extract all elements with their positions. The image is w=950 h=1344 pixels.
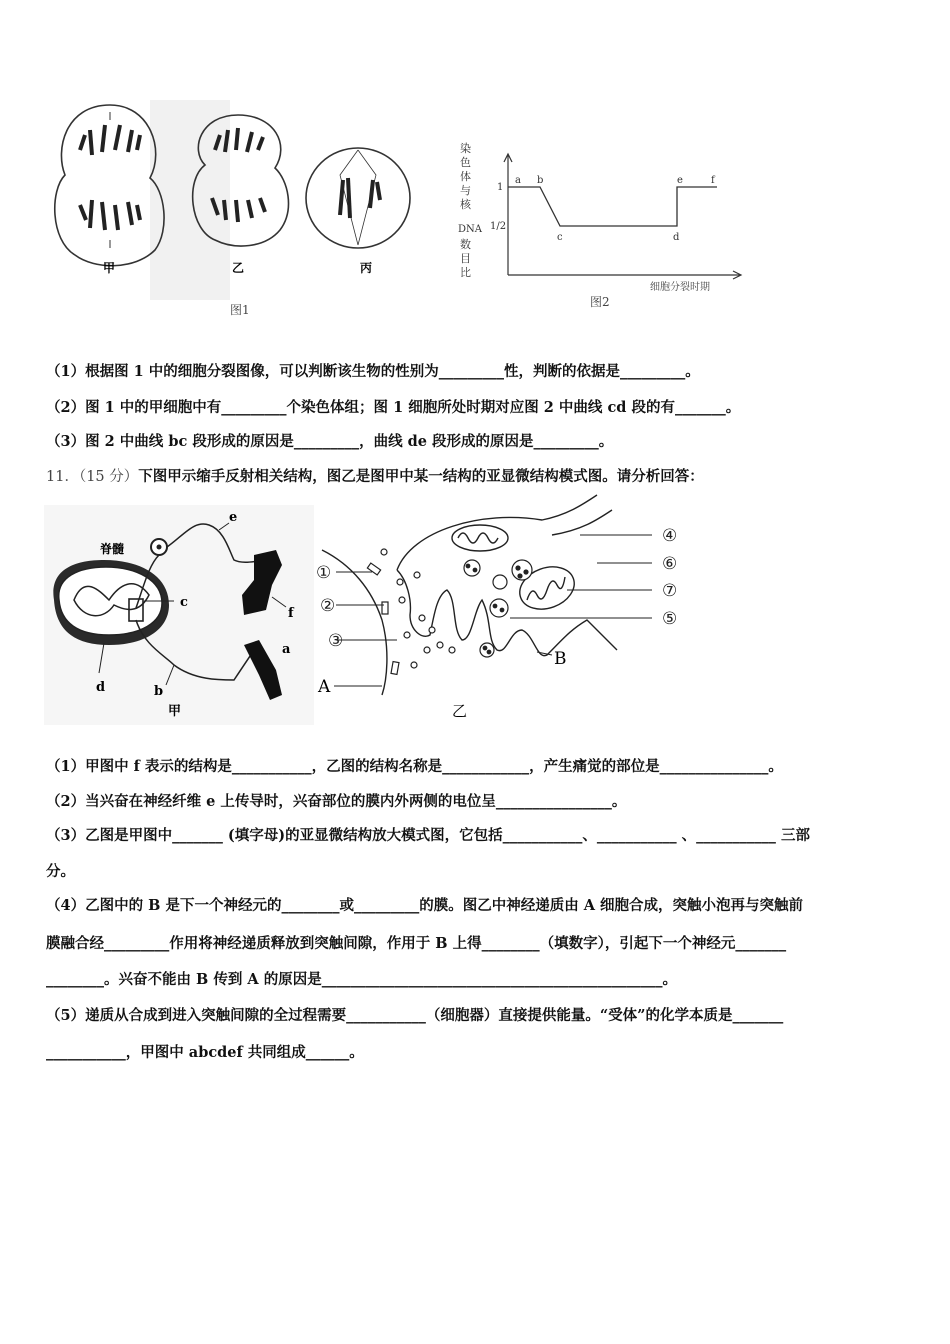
cell-jia [55,105,164,266]
q11-stem-text: 下图甲示缩手反射相关结构，图乙是图甲中某一结构的亚显微结构模式图。请分析回答： [138,468,704,485]
svg-text:a: a [282,642,291,657]
svg-text:比: 比 [460,266,471,279]
q11-part3: （3）乙图是甲图中_______ (填字母)的亚显微结构放大模式图，它包括___________、___________ 、___________ 三部 [46,827,810,844]
figure1-caption: 图1 [230,303,250,317]
q11-part4-cont2: ________。兴奋不能由 B 传到 A 的原因是_______________________________________________。 [46,971,677,988]
q10-part1: （1）根据图 1 中的细胞分裂图像，可以判断该生物的性别为_________性，判断的依据是_________。 [46,363,700,380]
svg-text:c: c [180,595,188,610]
cell-bing [306,148,410,248]
synaptic-vesicles [381,549,455,668]
figure-yi-caption: 乙 [452,702,468,720]
svg-text:⑤: ⑤ [662,609,678,629]
svg-text:DNA: DNA [458,224,482,235]
svg-text:体: 体 [460,170,471,183]
q11-part4-cont1: 膜融合经_________作用将神经递质释放到突触间隙，作用于 B 上得________（填数字），引起下一个神经元_______ [46,935,787,952]
svg-text:f: f [711,175,715,186]
q11-stem [46,465,704,486]
figure2-axes [504,154,741,279]
svg-text:d: d [673,232,680,243]
svg-text:b: b [154,684,164,699]
q11-part5: （5）递质从合成到进入突触间隙的全过程需要___________（细胞器）直接提供能量。“受体”的化学本质是_______ [46,1007,784,1024]
svg-text:b: b [537,175,544,186]
transmitter-vesicles [464,560,532,657]
figure2-curve [508,187,717,226]
svg-text:核: 核 [460,198,471,211]
figure2-xlabel: 细胞分裂时期 [650,282,710,293]
svg-text:⑦: ⑦ [662,581,678,601]
svg-text:a: a [515,175,521,186]
svg-text:数: 数 [460,238,471,251]
svg-text:c: c [557,232,563,243]
figure-jia-caption: 甲 [168,704,182,719]
receptors [367,563,399,674]
svg-text:③: ③ [328,631,344,651]
q11-part1: （1）甲图中 f 表示的结构是___________，乙图的结构名称是____________，产生痛觉的部位是_______________。 [46,758,783,775]
svg-text:d: d [96,680,106,695]
svg-text:④: ④ [662,526,678,546]
q11-part5-cont: ___________，甲图中 abcdef 共同组成______。 [46,1044,364,1061]
q10-part3: （3）图 2 中曲线 bc 段形成的原因是_________，曲线 de 段形成的原因是_________。 [46,433,614,450]
spinal-cord [53,560,169,645]
svg-text:f: f [288,606,294,621]
figure-jia-reflex-arc [44,505,314,725]
cell-bing-label: 丙 [360,261,373,275]
svg-text:目: 目 [460,252,471,265]
svg-text:色: 色 [460,156,471,169]
q11-part3-cont: 分。 [46,863,75,880]
q11-part4: （4）乙图中的 B 是下一个神经元的________或_________的膜。图乙中神经递质由 A 细胞合成，突触小泡再与突触前 [46,897,804,914]
figure2-caption: 图2 [590,295,610,309]
q11-number: 11．（15 分） [46,469,139,485]
cell-yi-label: 乙 [232,261,245,275]
figure-1 [40,90,430,325]
svg-text:⑥: ⑥ [662,554,678,574]
svg-text:e: e [677,175,683,186]
figure-yi-synapse [312,490,712,725]
svg-text:染: 染 [460,142,471,155]
figure2-points [515,175,716,243]
q10-part2: （2）图 1 中的甲细胞中有_________个染色体组；图 1 细胞所处时期对应图 2 中曲线 cd 段的有_______。 [46,399,741,416]
svg-text:①: ① [316,563,332,583]
ytick-1: 1 [497,182,504,193]
svg-text:与: 与 [460,184,471,197]
svg-text:②: ② [320,596,336,616]
ytick-half: 1/2 [490,221,507,232]
label-A: A [318,677,331,697]
svg-text:e: e [229,510,238,525]
spinal-cord-label: 脊髓 [100,542,125,556]
cell-jia-label: 甲 [103,261,116,275]
q11-part2: （2）当兴奋在神经纤维 e 上传导时，兴奋部位的膜内外两侧的电位呈________________。 [46,793,627,810]
figure2-ylabel [458,141,483,279]
figure-2 [455,140,755,315]
label-B: B [554,649,567,669]
